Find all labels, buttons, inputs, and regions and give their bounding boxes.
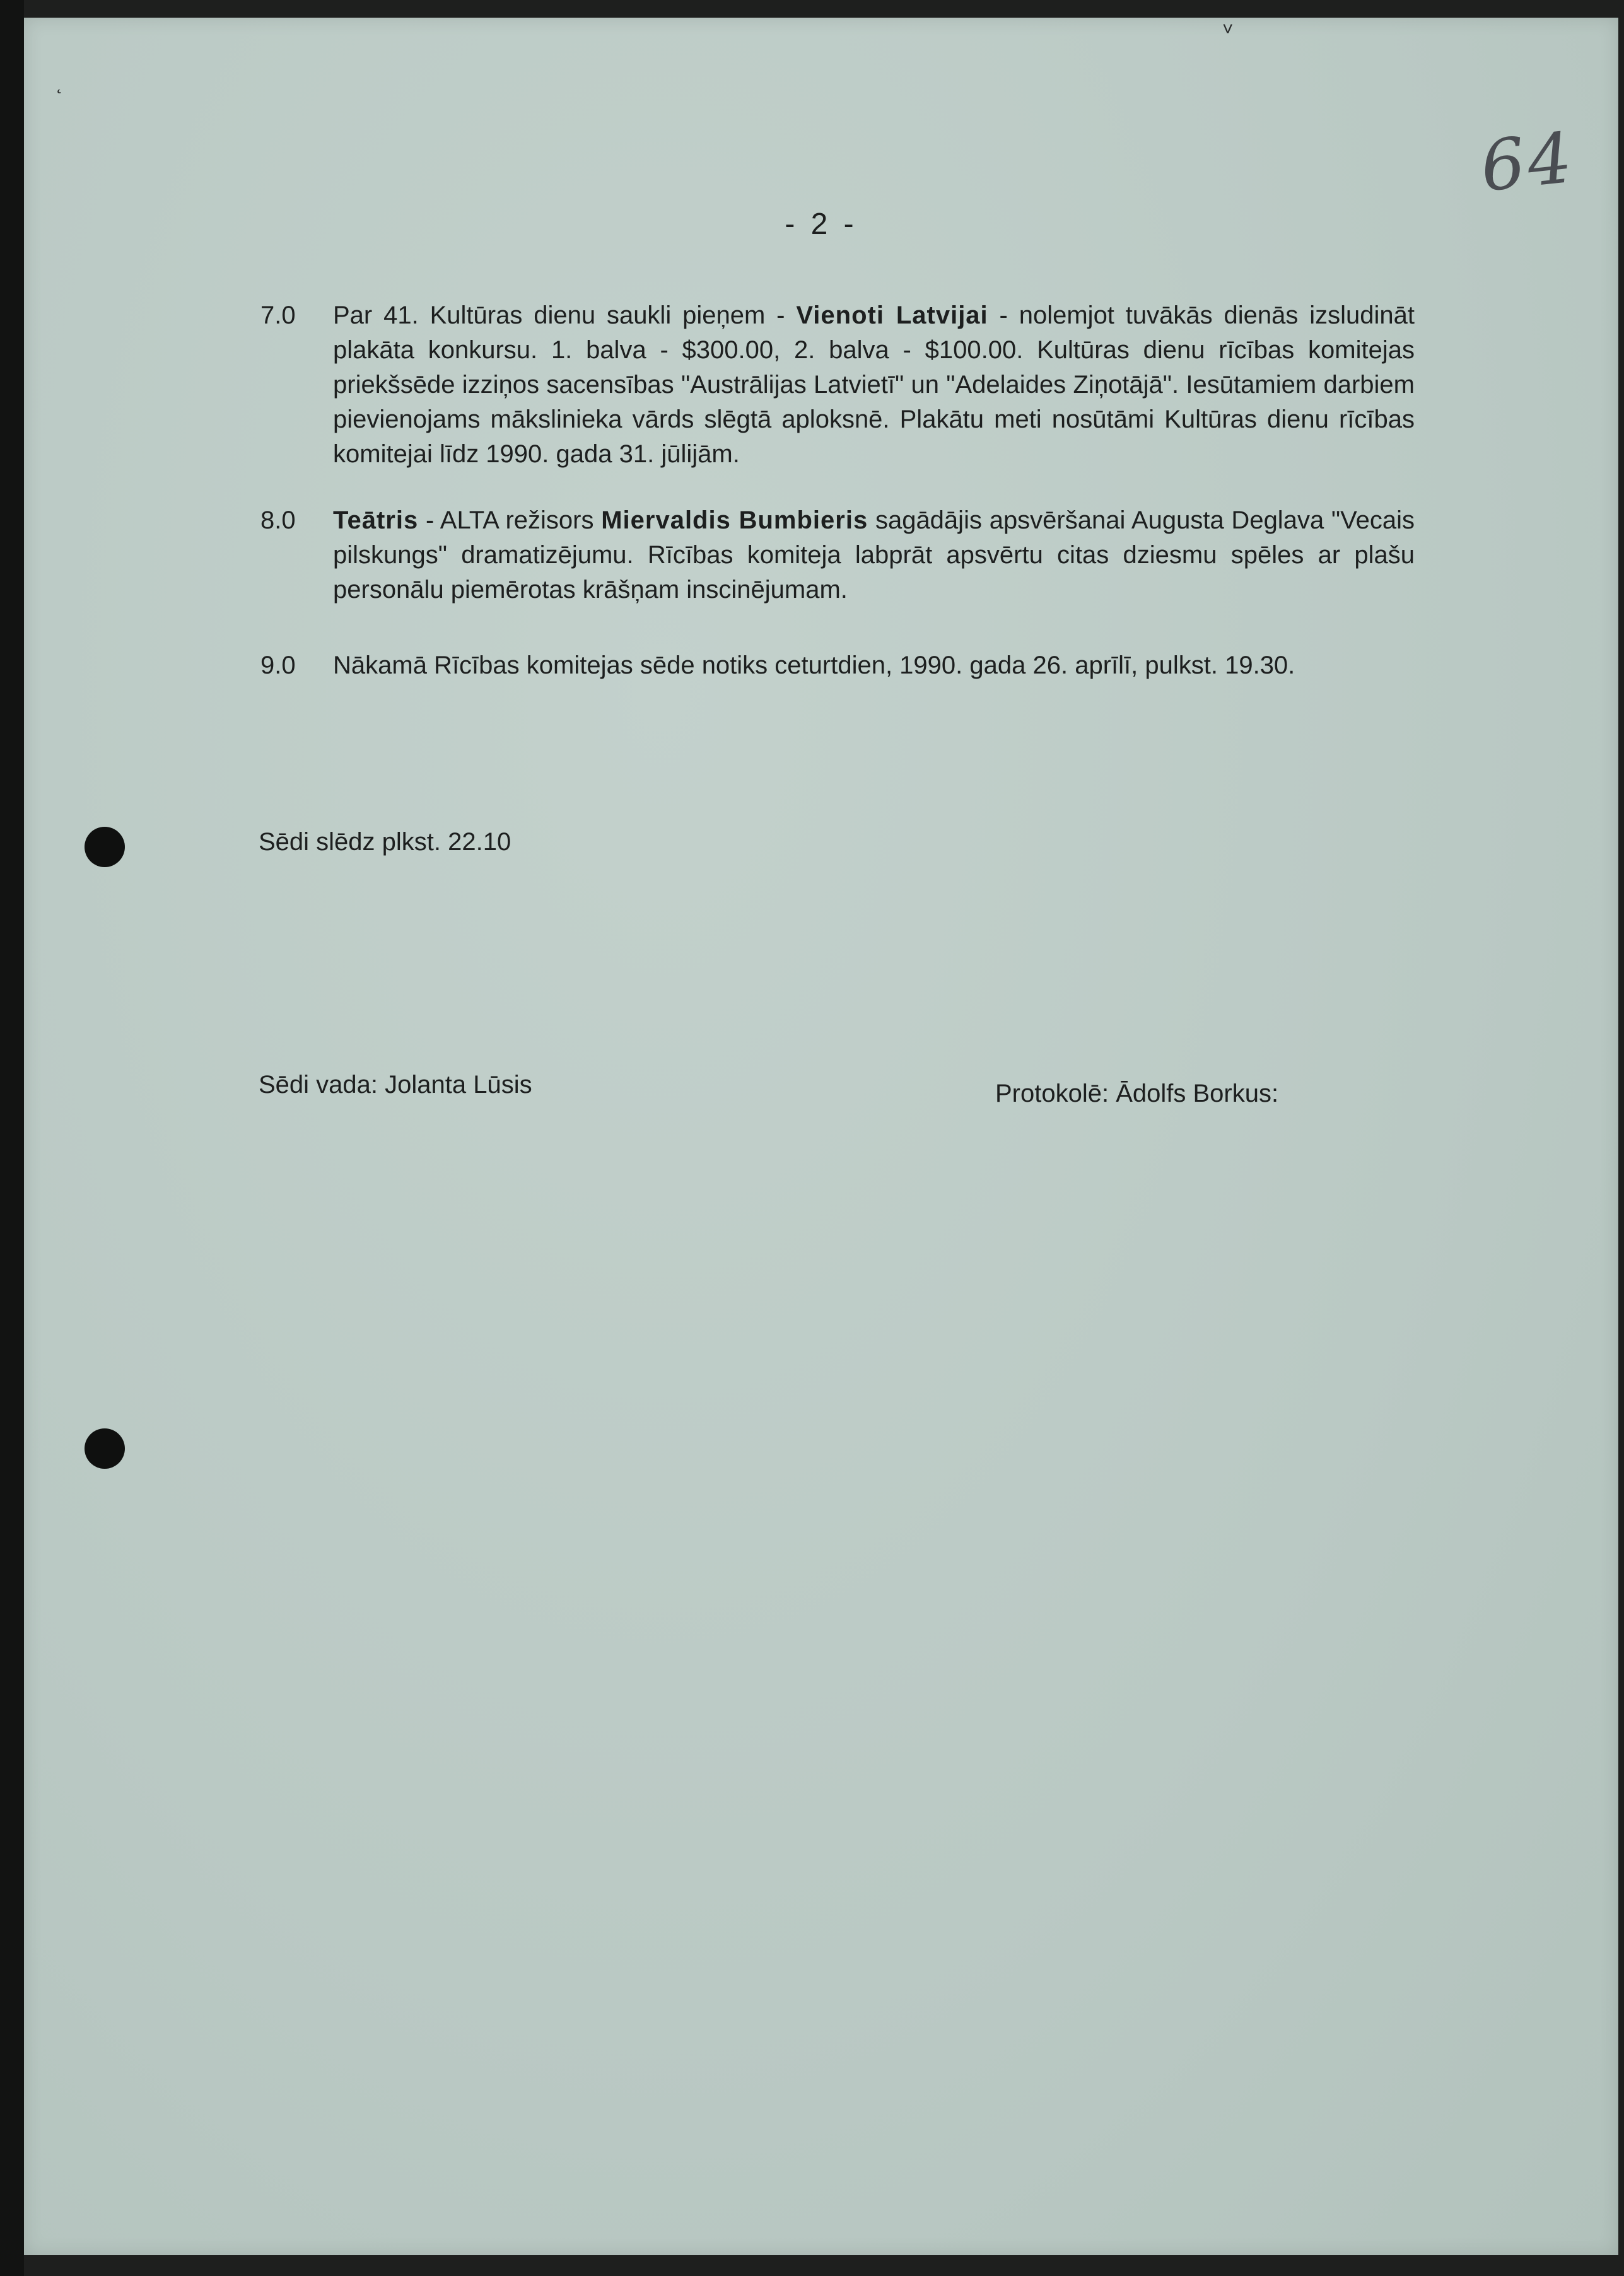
scan-edge [0,0,24,2276]
slogan: Vienoti Latvijai [796,301,988,329]
agenda-item [260,503,1415,607]
item-number: 9.0 [260,651,296,679]
punch-hole [85,1428,125,1469]
item-number: 8.0 [260,506,296,534]
document-page [24,18,1618,2255]
person-name: Miervaldis Bumbieris [601,506,868,534]
scan-speck: ˅ [1222,19,1234,40]
item-text: Par 41. Kultūras dienu saukli pieņem - Vienoti Latvijai - nolemjot tuvākās dienās izsludināt plakāta konkursu. 1. balva - $300.00, 2. balva - $100.00. Kultūras dienu rīcības komitejas priekšsēde izziņos sacensības "Austrālijas Latvietī" un "Adelaides Ziņotājā". Iesūtamiem darbiem pievienojams mākslinieka vārds slēgtā aploksnē. Plakātu meti nosūtāmi Kultūras dienu rīcības komitejai līdz 1990. gada 31. jūlijām. [333,301,1415,468]
scan-speck: ˛ [57,73,63,94]
punch-hole [85,827,125,867]
section-heading: Teātris [333,506,419,534]
closing-line: Sēdi slēdz plkst. 22.10 [259,828,511,856]
item-text: Teātris - ALTA režisors Miervaldis Bumbieris sagādājis apsvēršanai Augusta Deglava "Vecais pilskungs" dramatizējumu. Rīcības komiteja labprāt apsvērtu citas dziesmu spēles ar plašu personālu piemērotas krāšņam inscinējumam. [333,506,1415,604]
agenda-item [260,298,1415,472]
agenda-item [260,648,1415,683]
chair-signature: Sēdi vada: Jolanta Lūsis [259,1071,532,1099]
page-number: - 2 - [785,207,858,241]
item-text: Nākamā Rīcības komitejas sēde notiks ceturtdien, 1990. gada 26. aprīlī, pulkst. 19.30. [333,651,1295,679]
folio-annotation: 64 [1476,117,1579,207]
secretary-signature: Protokolē: Ādolfs Borkus: [995,1080,1279,1107]
item-number: 7.0 [260,301,296,329]
